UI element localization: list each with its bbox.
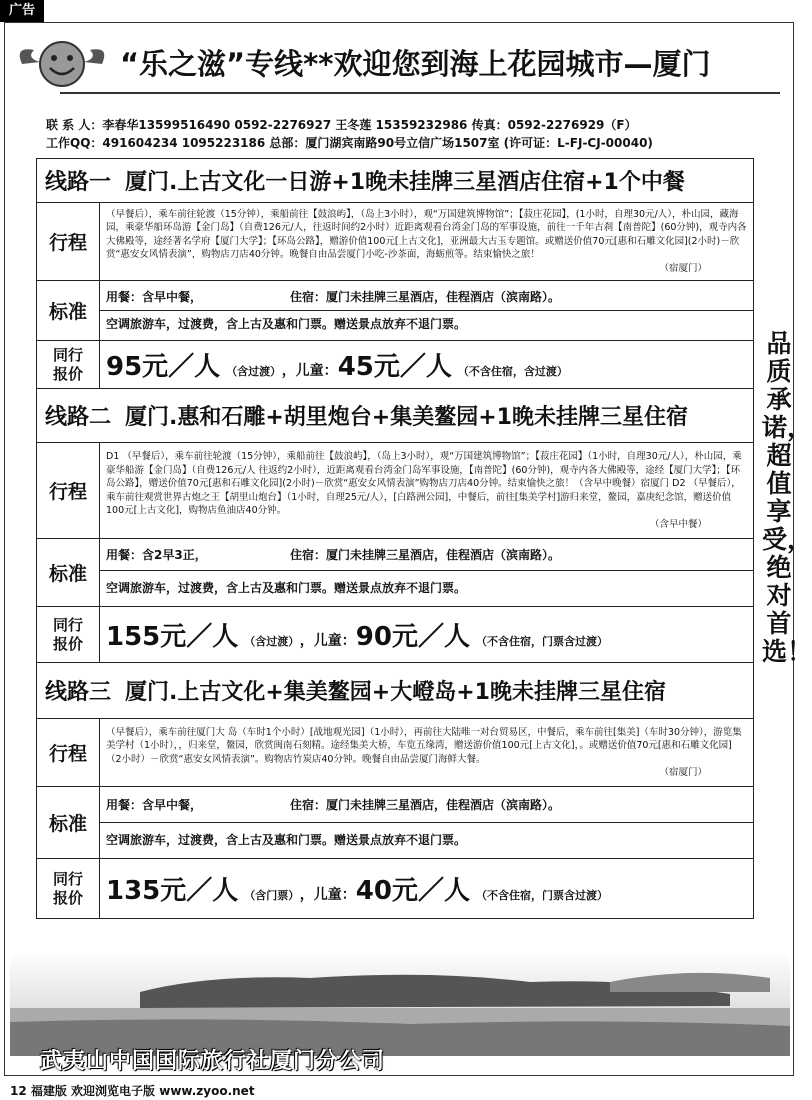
itinerary-text: D1 （早餐后），乘车前往轮渡（15分钟），乘船前往【鼓浪屿】，（岛上3小时），观“万国建筑博物馆”；【菽庄花园】（1小时，自理30元/人），朴山园，乘豪华船游【金门岛】（自费126元/人 往返约2小时），近距离观看台湾金门岛军事设施，【南普陀】(60分钟)，观寺内各大佛殿等，途经【厦门大学】；【环岛公路】，赠送价值70元[惠和石雕文化园](2小时)－欣赏“惠安女风情表演”购物店刀店40分钟。结束愉快之旅！（含早中晚餐）宿厦门 D2 （早餐后），乘车前往观赏世界古炮之王【胡里山炮台】（1小时，自理25元/人），[白路洲公园]，中餐后，前往[集美学村]游归来堂，鳌园，嘉庚纪念馆，赠送价值100元[上古文化]，购物店鱼油店40分钟。 （含早中餐） [100, 443, 754, 539]
itinerary-label: 行程 [37, 203, 100, 281]
contact-line-2: 工作QQ：491604234 1095223186 总部：厦门湖宾南路90号立信广场1507室 (许可证：L-FJ-CJ-00040) [46, 136, 653, 150]
standard-includes: 空调旅游车，过渡费，含上古及惠和门票。赠送景点放弃不退门票。 [106, 581, 467, 595]
child-price: 45元／人 [337, 352, 452, 382]
island-photo [10, 952, 790, 1056]
standard-label: 标准 [37, 281, 100, 341]
route-number: 线路三 [45, 680, 112, 705]
page-footer: 12 福建版 欢迎浏览电子版 www.zyoo.net [10, 1084, 255, 1098]
price-row: 155元／人 （含过渡） ，儿童：90元／人 （不含住宿，门票含过渡） [100, 607, 754, 663]
standard-label: 标准 [37, 787, 100, 859]
standard-meals-lodging: 用餐：含早中餐， 住宿：厦门未挂牌三星酒店，佳程酒店（滨南路）。 [100, 788, 753, 823]
agency-name: 武夷山中国国际旅行社厦门分公司 [40, 1049, 386, 1074]
itinerary-end: （宿厦门） [659, 262, 707, 274]
standard-includes: 空调旅游车，过渡费，含上古及惠和门票。赠送景点放弃不退门票。 [106, 833, 467, 847]
route-header [37, 159, 754, 203]
itinerary-end: （宿厦门） [659, 767, 707, 778]
itinerary-label: 行程 [37, 719, 100, 787]
price-label: 同行 报价 [37, 341, 100, 389]
standard-label: 标准 [37, 539, 100, 607]
price-label: 同行 报价 [37, 859, 100, 919]
ad-tag: 广告 [0, 0, 44, 22]
itinerary-label: 行程 [37, 443, 100, 539]
standard-includes: 空调旅游车，过渡费，含上古及惠和门票。赠送景点放弃不退门票。 [106, 317, 467, 331]
title-underline [60, 92, 780, 94]
adult-price: 135元／人 [106, 876, 239, 906]
price-label: 同行 报价 [37, 607, 100, 663]
adult-price: 155元／人 [106, 622, 239, 652]
price-row: 95元／人 （含过渡） ，儿童：45元／人 （不含住宿，含过渡） [100, 341, 754, 389]
route-title: 厦门.惠和石雕+胡里炮台+集美鳌园+1晚未挂牌三星住宿 [125, 405, 688, 430]
page-title: “乐之滋”专线**欢迎您到海上花园城市—厦门 [120, 47, 711, 81]
route-title: 厦门.上古文化+集美鳌园+大嶝岛+1晚未挂牌三星住宿 [125, 680, 666, 705]
route-number: 线路二 [45, 405, 112, 430]
route-header [37, 389, 754, 443]
adult-price: 95元／人 [106, 352, 221, 382]
child-price: 40元／人 [355, 876, 470, 906]
price-row: 135元／人 （含门票） ，儿童：40元／人 （不含住宿，门票含过渡） [100, 859, 754, 919]
route-table [36, 158, 754, 919]
route-title: 厦门.上古文化一日游+1晚未挂牌三星酒店住宿+1个中餐 [125, 170, 685, 195]
route-header [37, 663, 754, 719]
standard-meals-lodging: 用餐：含2早3正， 住宿：厦门未挂牌三星酒店，佳程酒店（滨南路）。 [100, 540, 753, 571]
itinerary-text: （早餐后），乘车前往轮渡（15分钟），乘船前往【鼓浪屿】，（岛上3小时），观“万国建筑博物馆”；【菽庄花园】，(1小时，自理30元/人），朴山园，藏海园，乘豪华船环岛游【金门岛】（自费126元/人，往返时间约2小时）近距离观看台湾金门岛的军事设施，前往一千年古刹【南普陀】(60分钟)，观寺内各大佛殿等，途经著名学府【厦门大学】；【环岛公路】，赠游价值100元[上古文化]，亚洲最大古玉专题馆。或赠送价值70元[惠和石雕文化园](2小时)－欣赏“惠安女风情表演”，购物店刀店40分钟。晚餐自由品尝厦门小吃-沙茶面，海蛎煎等。结束愉快之旅！ （宿厦门） [100, 203, 754, 281]
route-number: 线路一 [45, 170, 112, 195]
contact-line-1: 联 系 人：李春华13599516490 0592-2276927 王冬莲 15359232986 传真：0592-2276929（F） [46, 118, 637, 132]
side-slogan: 品质承诺，超值享受，绝对首选！ [762, 329, 812, 666]
itinerary-text: （早餐后），乘车前往厦门大 岛（车时1个小时）[战地观光园]（1小时），再前往大陆唯一对台贸易区，中餐后，乘车前往[集美]（车时30分钟），游览集美学村（1小时），，归来堂，鳌园，欣赏闽南石刻精。途经集美大桥，车览五缘湾，赠送游价值100元[上古文化]，。或赠送价值70元[惠和石雕文化园]（2小时）－欣赏“惠安女风情表演”。购物店竹炭店40分钟。晚餐自由品尝厦门海鲜大餐。 （宿厦门） [100, 719, 754, 787]
standard-meals-lodging: 用餐：含早中餐， 住宿：厦门未挂牌三星酒店，佳程酒店（滨南路）。 [100, 284, 753, 311]
child-price: 90元／人 [355, 622, 470, 652]
itinerary-end: （含早中餐） [649, 518, 707, 530]
smiley-wings-icon [12, 36, 112, 92]
